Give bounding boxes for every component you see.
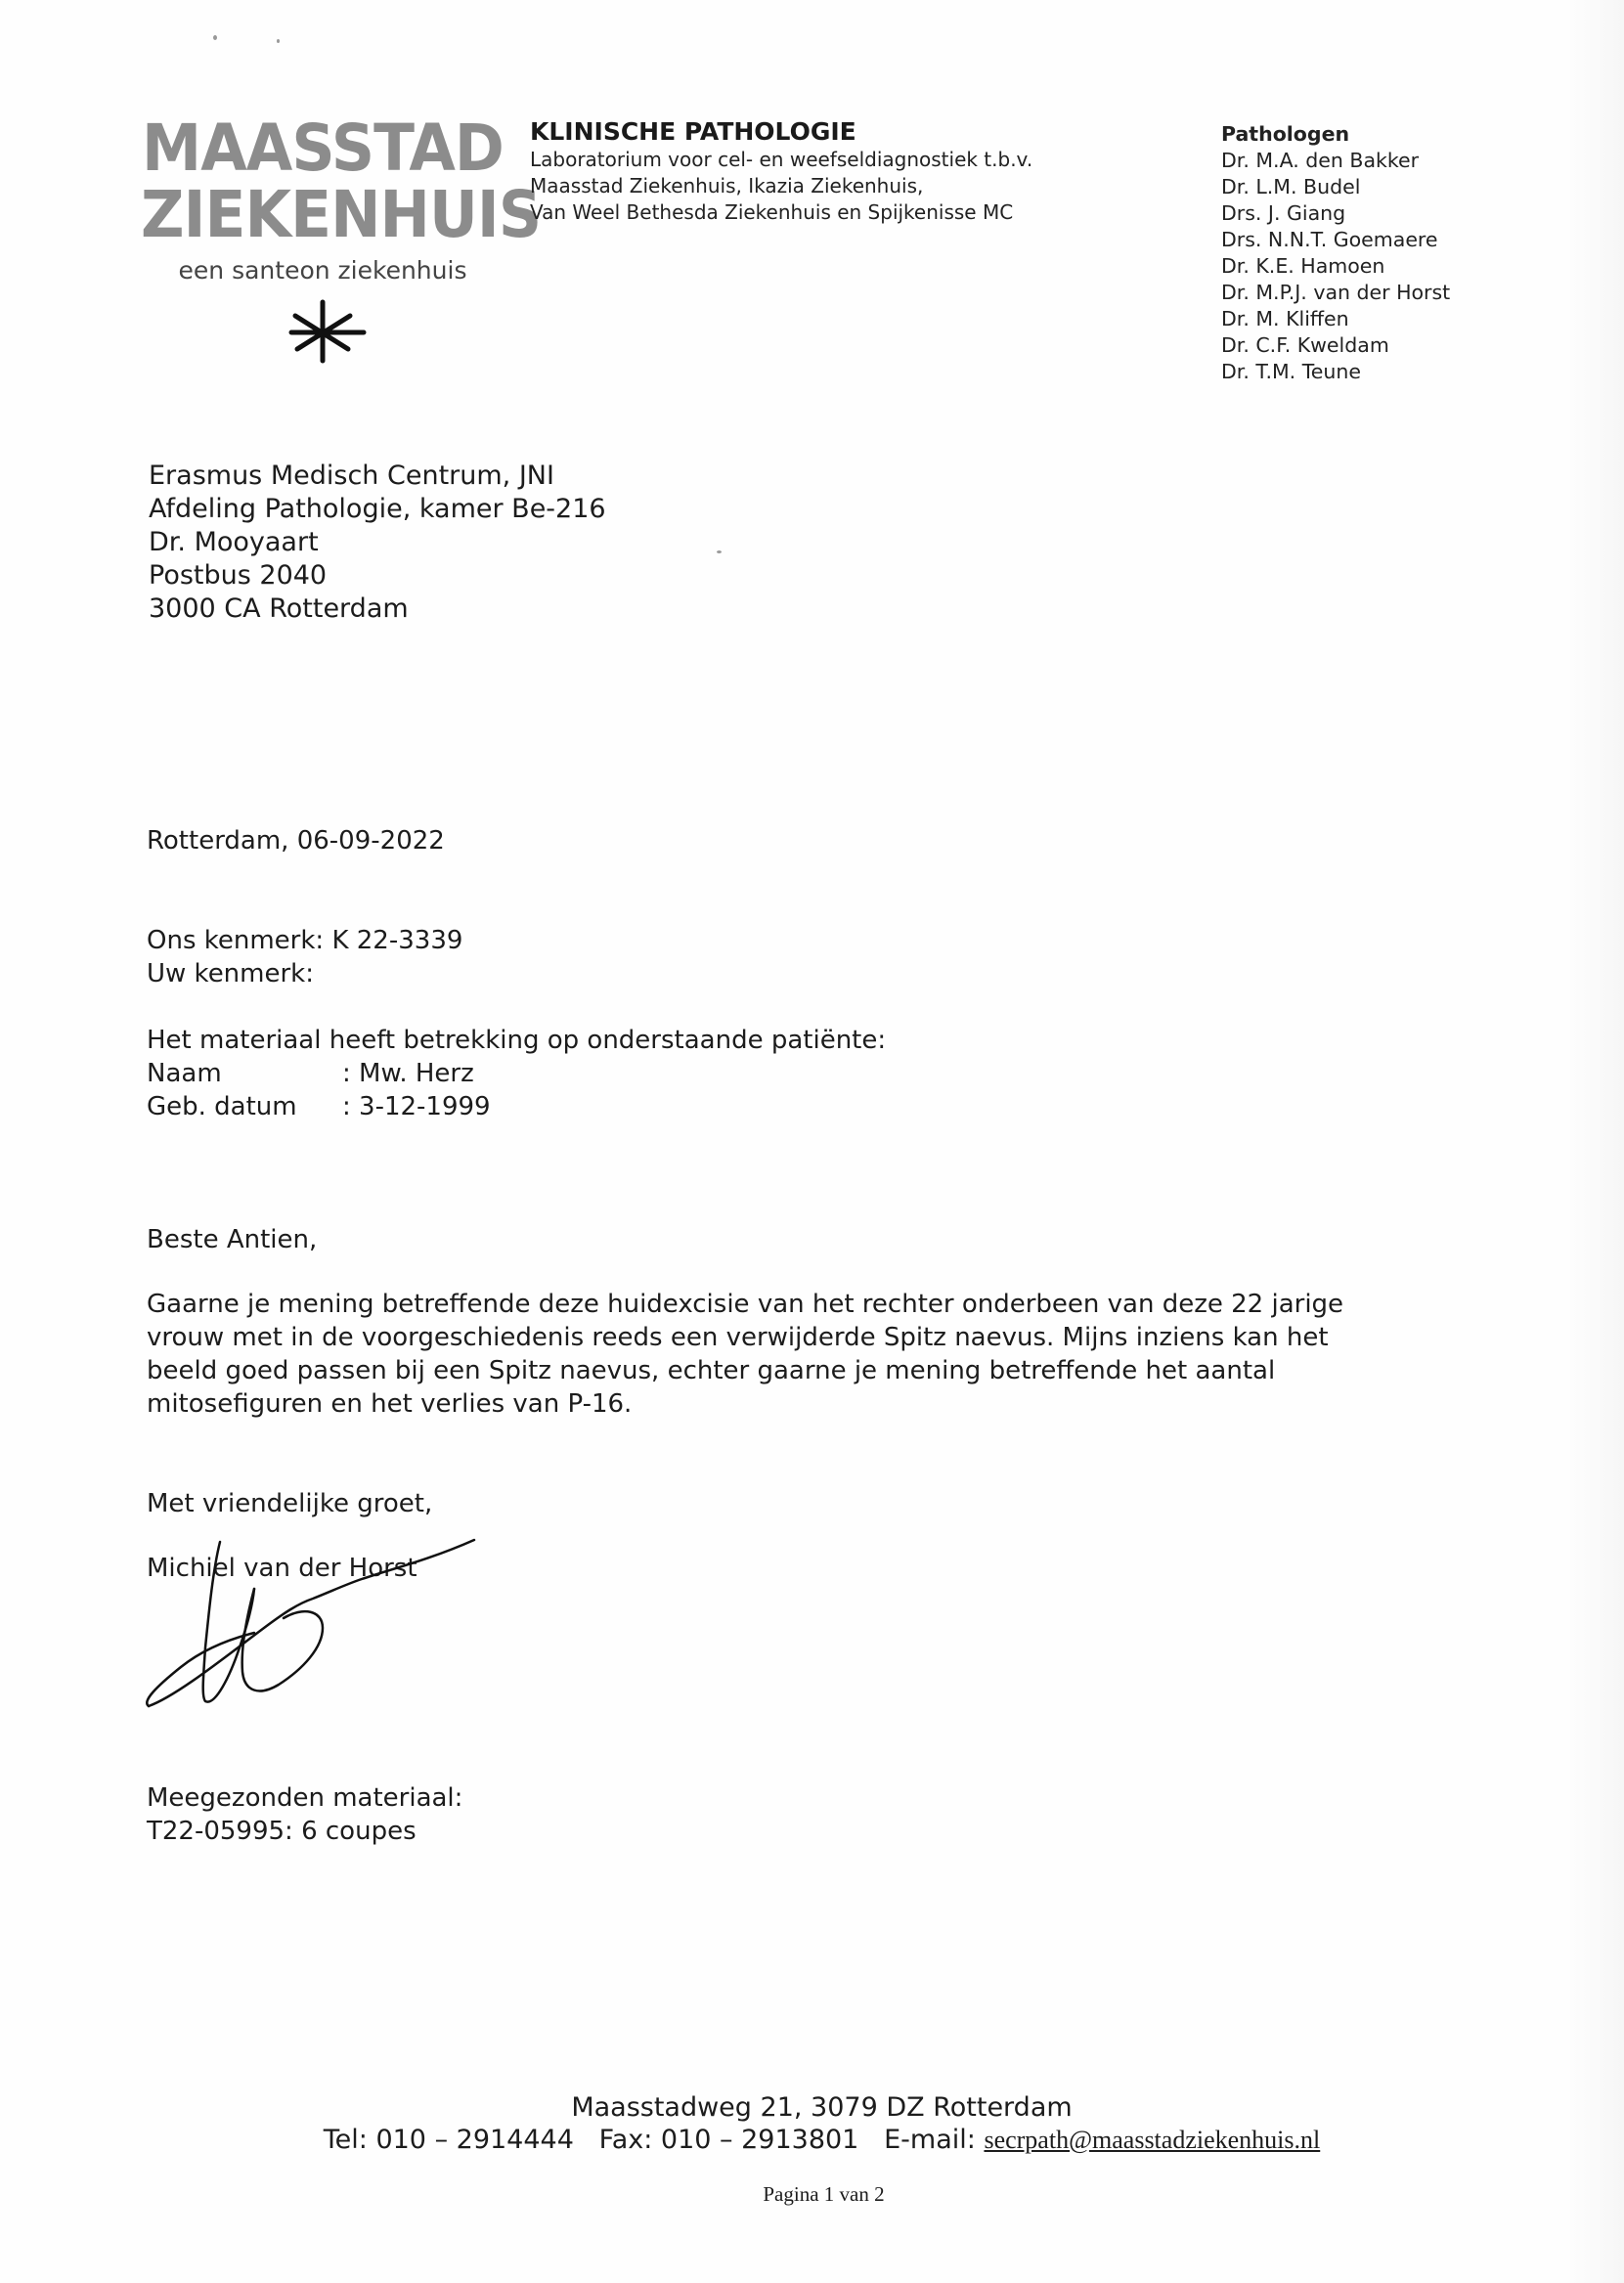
footer-tel: Tel: 010 – 2914444 [323, 2125, 574, 2155]
pathologists-title: Pathologen [1221, 122, 1350, 146]
recipient-line: Erasmus Medisch Centrum, JNI [149, 461, 554, 491]
logo-subtitle: een santeon ziekenhuis [178, 256, 467, 285]
closing: Met vriendelijke groet, [147, 1489, 433, 1518]
ons-kenmerk: Ons kenmerk: K 22-3339 [147, 926, 463, 955]
pathologist-name: Dr. K.E. Hamoen [1221, 254, 1385, 278]
department-line: Van Weel Bethesda Ziekenhuis en Spijkenisse MC [530, 200, 1014, 224]
message-line: Gaarne je mening betreffende deze huidexcisie van het rechter onderbeen van deze 22 jarige [147, 1290, 1344, 1319]
recipient-address [149, 460, 606, 626]
scan-edge-shading [1565, 0, 1624, 2283]
uw-kenmerk: Uw kenmerk: [147, 959, 314, 988]
pathologist-name: Dr. C.F. Kweldam [1221, 333, 1389, 357]
pathologist-name: Dr. M.A. den Bakker [1221, 149, 1420, 172]
patient-intro: Het materiaal heeft betrekking op onderstaande patiënte: [147, 1026, 887, 1055]
recipient-line: 3000 CA Rotterdam [149, 593, 409, 624]
footer-fax: Fax: 010 – 2913801 [598, 2125, 859, 2155]
patient-info [147, 1024, 886, 1123]
pathologist-name: Dr. L.M. Budel [1221, 175, 1361, 198]
footer-contact [10, 2125, 1624, 2155]
enclosed-material [147, 1781, 462, 1848]
patient-dob-value: : 3-12-1999 [342, 1092, 491, 1121]
pathologist-name: Dr. M.P.J. van der Horst [1221, 281, 1451, 304]
footer-address: Maasstadweg 21, 3079 DZ Rotterdam [571, 2092, 1073, 2123]
message-line: mitosefiguren en het verlies van P-16. [147, 1389, 633, 1419]
message-body [147, 1288, 1343, 1421]
hospital-logo [127, 110, 542, 367]
department-line: Maasstad Ziekenhuis, Ikazia Ziekenhuis, [530, 174, 924, 198]
enclosed-item: T22-05995: 6 coupes [147, 1817, 417, 1846]
patient-name-label: Naam [147, 1059, 222, 1088]
message-line: beeld goed passen bij een Spitz naevus, echter gaarne je mening betreffende het aantal [147, 1356, 1276, 1385]
greeting: Beste Antien, [147, 1225, 318, 1254]
pathologist-name: Drs. J. Giang [1221, 201, 1346, 225]
references [147, 924, 462, 990]
footer-email-link[interactable]: secrpath@maasstadziekenhuis.nl [984, 2126, 1321, 2154]
recipient-line: Postbus 2040 [149, 560, 328, 591]
pathologist-name: Dr. M. Kliffen [1221, 307, 1349, 330]
handwritten-signature [137, 1530, 489, 1726]
logo-line-maasstad: MAASSTAD [142, 110, 504, 186]
footer-email-label: E-mail: [884, 2125, 976, 2155]
signer-name: Michiel van der Horst [147, 1554, 417, 1583]
department-line: Laboratorium voor cel- en weefseldiagnostiek t.b.v. [530, 148, 1033, 171]
scan-speck [277, 39, 280, 43]
patient-name-value: : Mw. Herz [342, 1059, 474, 1088]
page-number: Pagina 1 van 2 [763, 2182, 885, 2206]
pathologists-list [1221, 121, 1450, 385]
scan-speck [213, 35, 217, 40]
department-header [530, 117, 1032, 226]
date-line: Rotterdam, 06-09-2022 [147, 826, 445, 856]
logo-line-ziekenhuis: ZIEKENHUIS [141, 177, 542, 252]
patient-dob-row [147, 1090, 886, 1123]
asterisk-star-icon [278, 298, 368, 367]
department-title: KLINISCHE PATHOLOGIE [530, 117, 856, 146]
message-line: vrouw met in de voorgeschiedenis reeds een verwijderde Spitz naevus. Mijns inziens kan het [147, 1323, 1329, 1352]
patient-dob-label: Geb. datum [147, 1092, 297, 1121]
pathologist-name: Drs. N.N.T. Goemaere [1221, 228, 1438, 251]
enclosed-label: Meegezonden materiaal: [147, 1783, 463, 1813]
recipient-line: Dr. Mooyaart [149, 527, 319, 557]
recipient-line: Afdeling Pathologie, kamer Be-216 [149, 494, 606, 524]
pathologist-name: Dr. T.M. Teune [1221, 360, 1361, 383]
scan-speck [717, 550, 722, 553]
patient-name-row [147, 1057, 886, 1090]
